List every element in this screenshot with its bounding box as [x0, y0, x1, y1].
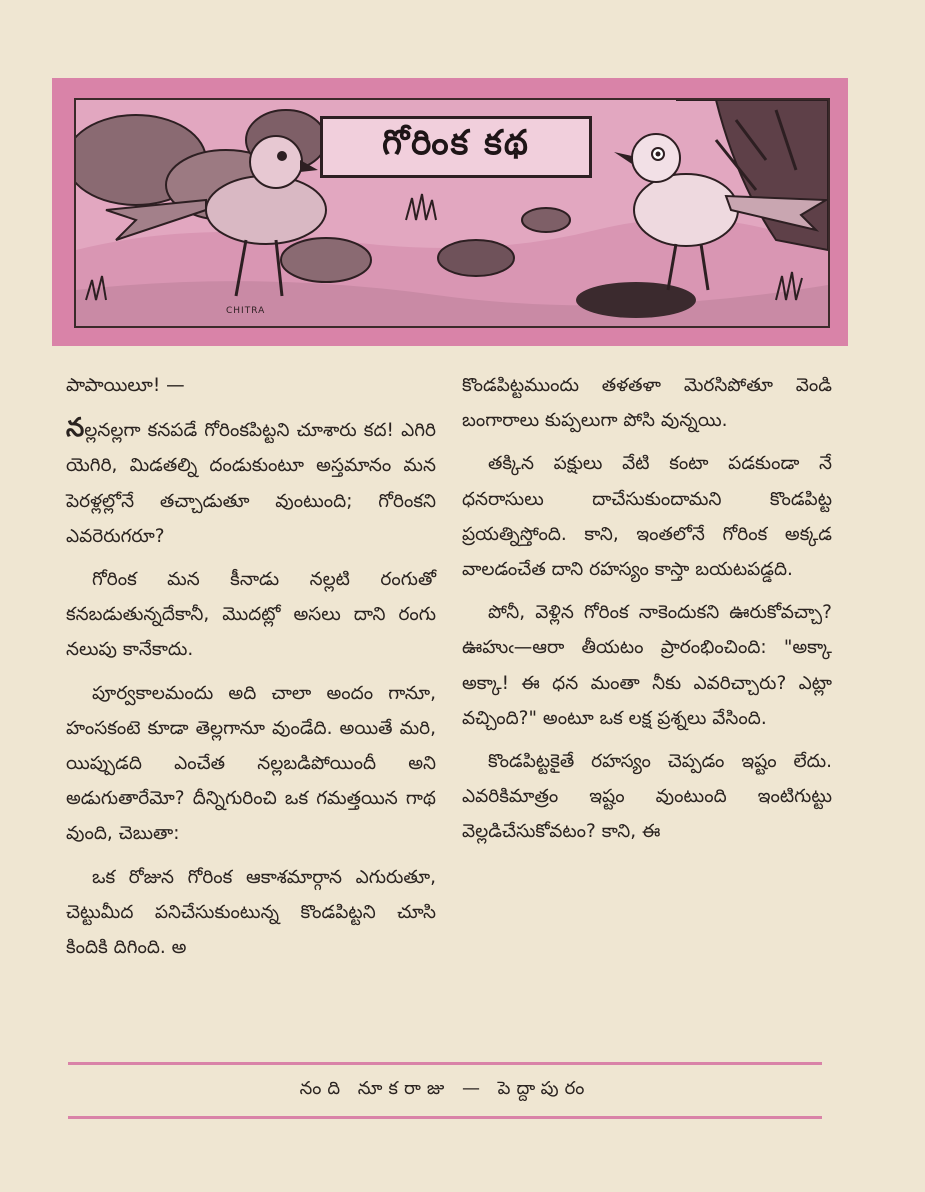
- paragraph: నల్లనల్లగా కనపడే గోరింకపిట్టని చూశారు కద! ఎగిరి యెగిరి, మిడతల్ని దండుకుంటూ అస్తమానం మన పెరళ్లల్లోనే తచ్చాడుతూ వుంటుంది; గోరింకని ఎవరెరుగరూ?: [66, 413, 436, 547]
- paragraph: ఒక రోజున గోరింక ఆకాశమార్గాన ఎగురుతూ, చెట్టుమీద పనిచేసుకుంటున్న కొండపిట్టని చూసి కిందికి దిగింది. అ: [66, 866, 436, 959]
- salutation: పాపాయిలూ! —: [66, 375, 185, 396]
- paragraph: కొండపిట్టకైతే రహస్యం చెప్పడం ఇష్టం లేదు. ఎవరికిమాత్రం ఇష్టం వుంటుంది ఇంటిగుట్టు వెల్లడిచేసుకోవటం? కాని, ఈ: [462, 751, 832, 843]
- left-text-column: [66, 368, 436, 973]
- paragraph: పోనీ, వెళ్లిన గోరింక నాకెందుకని ఊరుకోవచ్చా? ఊహుఁ—ఆరా తీయటం ప్రారంభించింది: "అక్కా అక్కా! ఈ ధన మంతా నీకు ఎవరిచ్చారు? ఎట్లా వచ్చింది?" అంటూ ఒక లక్ష ప్రశ్నలు వేసింది.: [462, 602, 832, 729]
- paragraph: తక్కిన పక్షులు వేటి కంటా పడకుండా నే ధనరాసులు దాచేసుకుందామని కొండపిట్ట ప్రయత్నిస్తోంది. కాని, ఇంతలోనే గోరింక అక్కడ వాలడంచేత దాని రహస్యం కాస్తా బయటపడ్డది.: [462, 453, 832, 581]
- paragraph: పూర్వకాలమందు అది చాలా అందం గానూ, హంసకంటె కూడా తెల్లగానూ వుండేది. అయితే మరి, యిప్పుడది ఎంచేత నల్లబడిపోయిందీ అని అడుగుతారేమో? దీన్నిగురించి ఒక గమత్తయిన గాథ వుంది, చెబుతా:: [66, 682, 436, 845]
- author-byline: నంది నూకరాజు — పెద్దాపురం: [299, 1078, 591, 1099]
- paragraph: కొండపిట్టముందు తళతళా మెరసిపోతూ వెండి బంగారాలు కుప్పలుగా పోసి వున్నయి.: [462, 375, 832, 432]
- paragraph: గోరింక మన కీనాడు నల్లటి రంగుతో కనబడుతున్నదేకానీ, మొదట్లో అసలు దాని రంగు నలుపు కానేకాదు.: [66, 569, 436, 661]
- footer-bottom-divider: [68, 1116, 822, 1119]
- footer-top-divider: [68, 1062, 822, 1065]
- right-text-column: [462, 368, 832, 858]
- story-title: గోరింక కథ: [320, 116, 592, 178]
- artist-signature: CHITRA: [226, 306, 266, 316]
